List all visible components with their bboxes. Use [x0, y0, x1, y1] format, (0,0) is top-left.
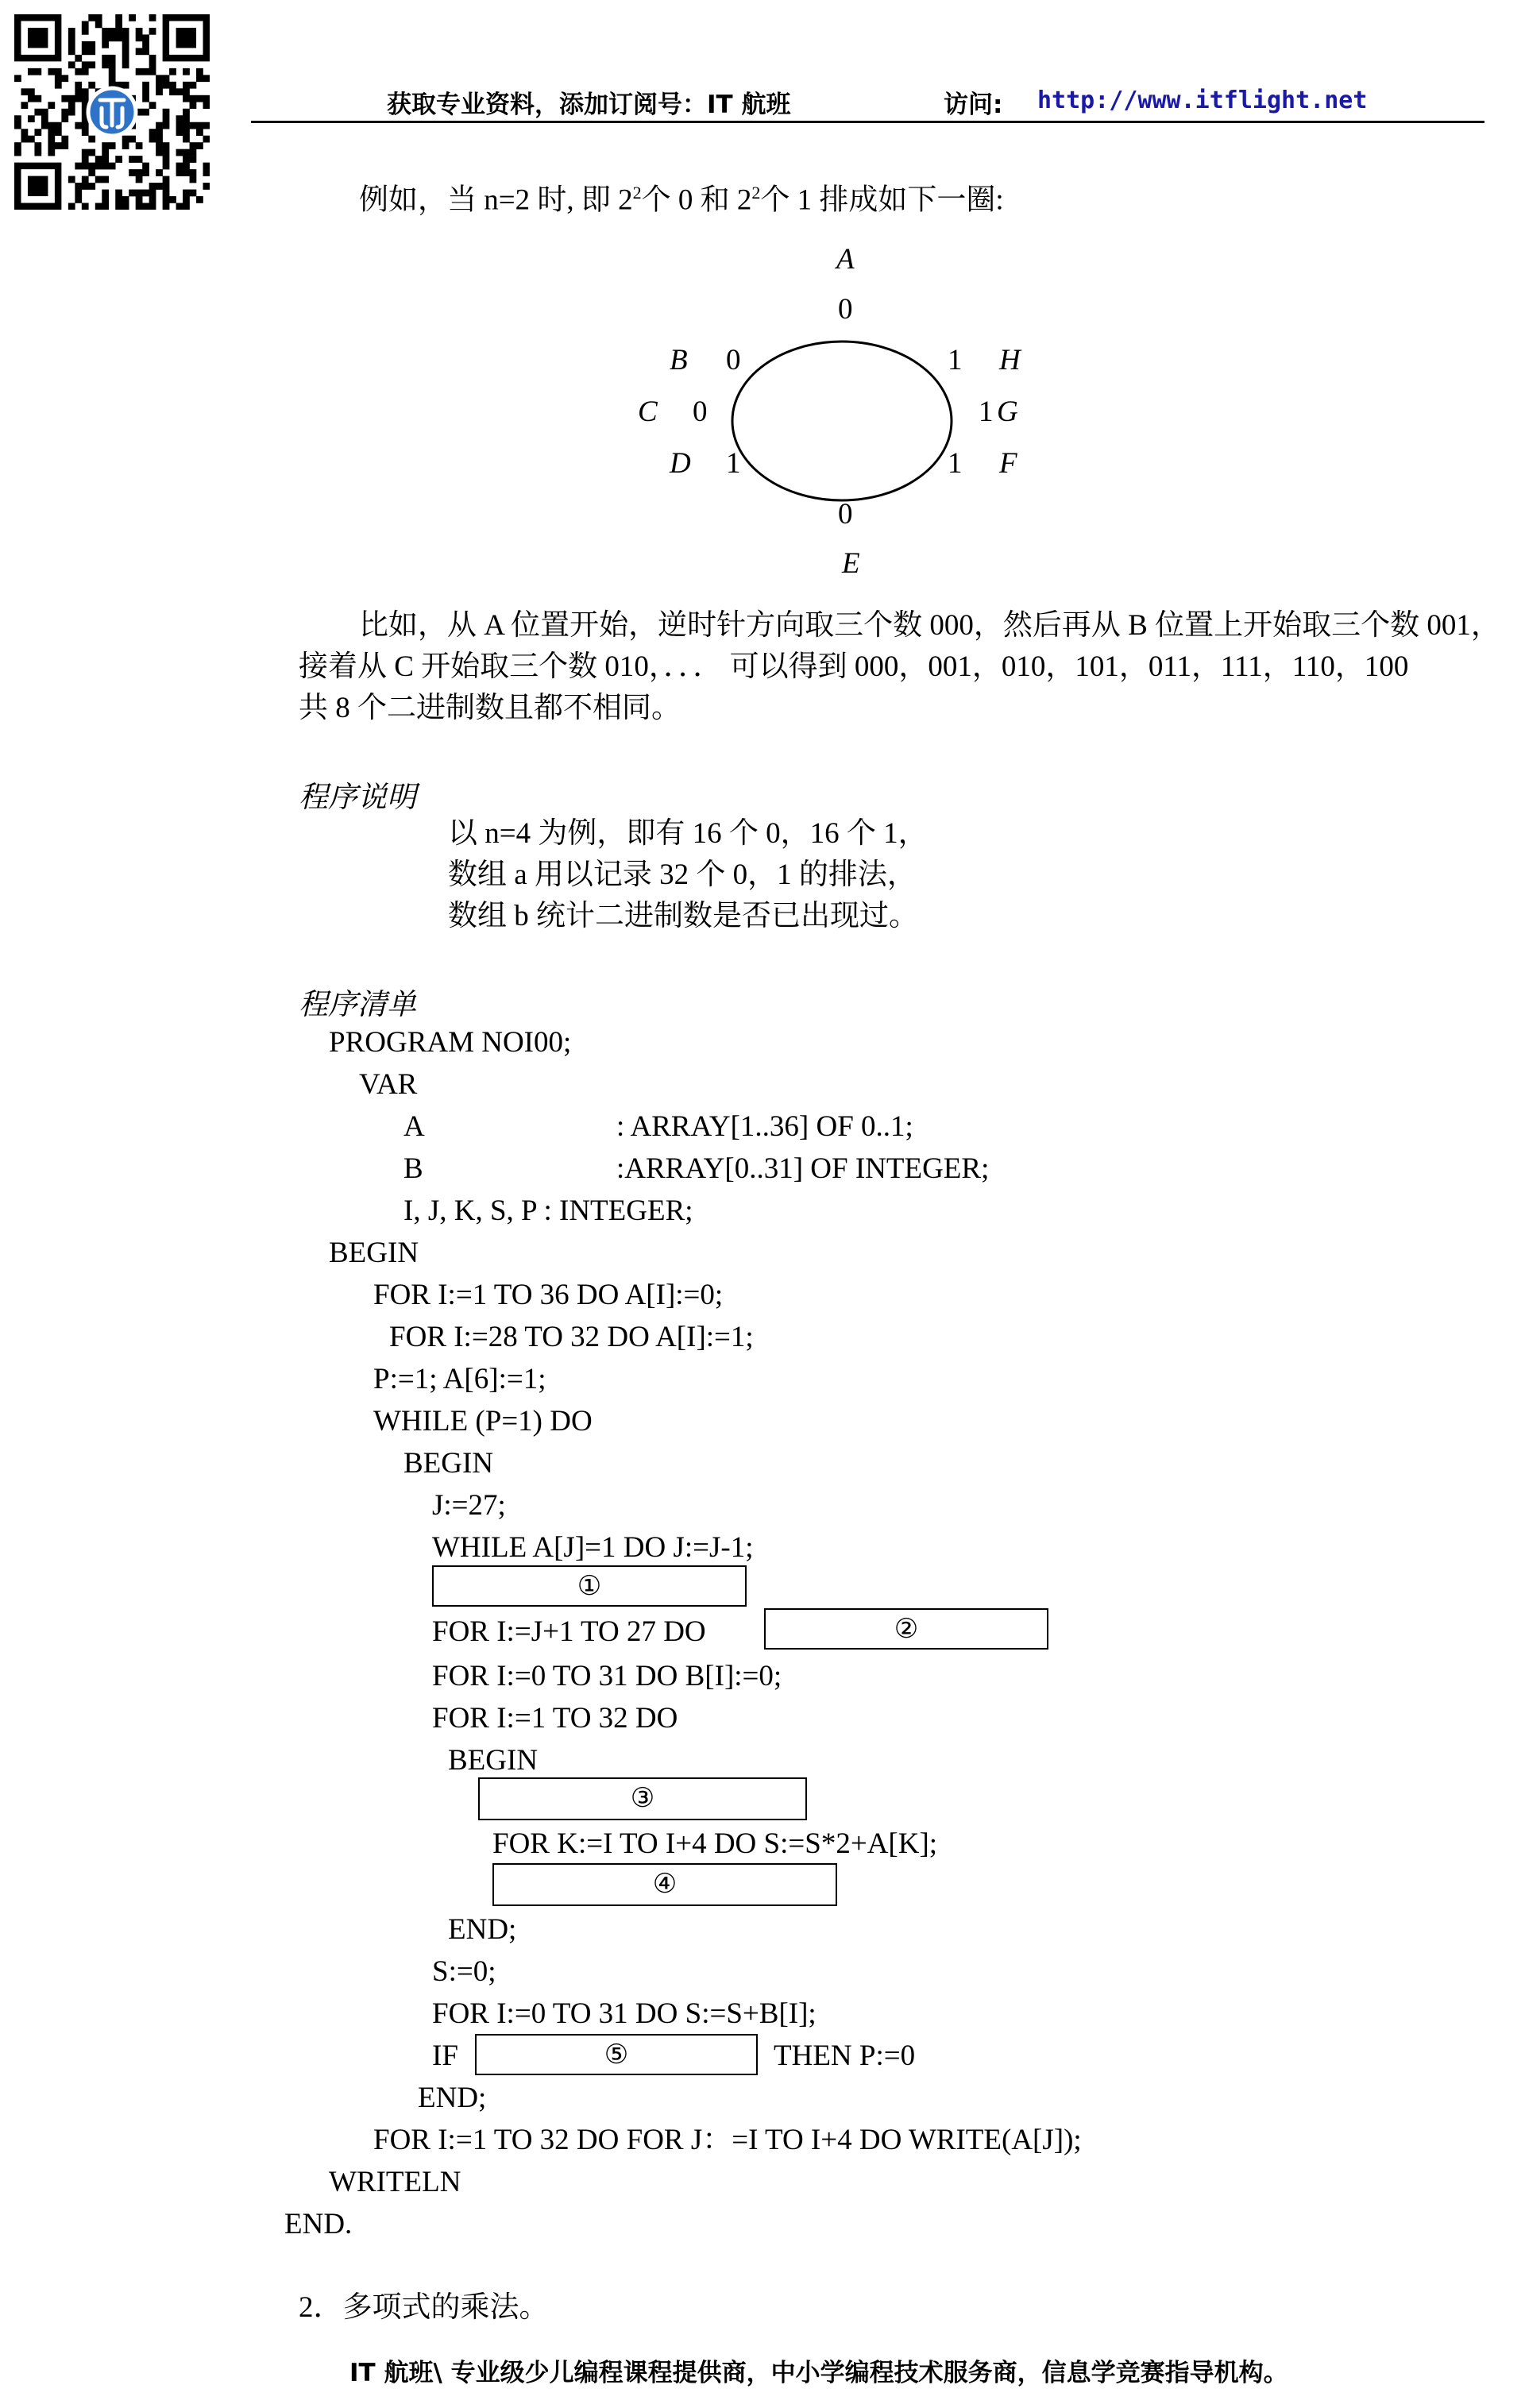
code-line: THEN P:=0 — [774, 2039, 916, 2072]
label-b: B — [670, 344, 688, 376]
explanation-line-2: 接着从 C 开始取三个数 010，．．． 可以得到 000，001，010，101，011，111，110，100 — [299, 650, 1409, 683]
code-line: FOR I:=1 TO 32 DO — [432, 1702, 678, 1735]
footer-text: 专业级少儿编程课程提供商，中小学编程技术服务商，信息学竞赛指导机构。 — [442, 2359, 1288, 2387]
label-e: E — [842, 547, 860, 580]
digit-f: 1 — [948, 447, 963, 480]
section-title-description: 程序说明 — [299, 781, 416, 814]
qr-code — [14, 14, 210, 210]
digit-d: 1 — [726, 447, 741, 480]
label-g: G — [997, 396, 1018, 428]
intro-mid: 个 0 和 2 — [641, 183, 752, 217]
digit-b: 0 — [726, 344, 741, 376]
code-line: P:=1; A[6]:=1; — [373, 1363, 546, 1395]
intro-sentence — [359, 172, 1004, 221]
digit-g: 1 — [979, 396, 994, 428]
explanation-line-3: 共 8 个二进制数且都不相同。 — [299, 692, 681, 724]
code-line: FOR I:=1 TO 36 DO A[I]:=0; — [373, 1279, 724, 1311]
description-line-1: 以 n=4 为例，即有 16 个 0，16 个 1， — [448, 817, 928, 850]
code-line: J:=27; — [432, 1489, 506, 1522]
code-line: S:=0; — [432, 1955, 496, 1988]
blank-box-3[interactable]: ③ — [478, 1777, 807, 1820]
code-line: FOR I:=0 TO 31 DO S:=S+B[I]; — [432, 1997, 817, 2030]
footer-brand: IT 航班\ — [349, 2359, 442, 2387]
code-line: IF — [432, 2039, 458, 2072]
header-visit-label: 访问: — [944, 91, 1003, 119]
intro-prefix: 例如，当 n=2 时, 即 2 — [359, 183, 633, 217]
description-line-2: 数组 a 用以记录 32 个 0，1 的排法， — [448, 859, 917, 891]
blank-box-4[interactable]: ④ — [492, 1863, 837, 1906]
code-line: FOR I:=1 TO 32 DO FOR J：=I TO I+4 DO WRITE(A[J]); — [373, 2124, 1082, 2156]
code-line: END; — [448, 1913, 517, 1946]
code-line: BEGIN — [329, 1237, 419, 1269]
code-line: FOR K:=I TO I+4 DO S:=S*2+A[K]; — [492, 1827, 938, 1860]
code-line: WHILE (P=1) DO — [373, 1405, 593, 1437]
code-line: VAR — [359, 1068, 418, 1101]
intro-suffix: 个 1 排成如下一圈: — [760, 183, 1004, 217]
description-line-3: 数组 b 统计二进制数是否已出现过。 — [448, 900, 918, 932]
code-line: END. — [284, 2208, 353, 2240]
code-line: B — [403, 1152, 423, 1185]
label-a: A — [836, 243, 855, 276]
code-line: A — [403, 1110, 425, 1143]
code-line: FOR I:=28 TO 32 DO A[I]:=1; — [389, 1321, 754, 1353]
code-line: BEGIN — [448, 1744, 539, 1777]
blank-box-2[interactable]: ② — [764, 1608, 1048, 1650]
label-c: C — [638, 396, 658, 428]
label-f: F — [999, 447, 1017, 480]
header-url-link[interactable]: http://www.itflight.net — [1037, 87, 1368, 114]
digit-a: 0 — [838, 293, 853, 326]
next-item-heading: 2．多项式的乘法。 — [299, 2291, 549, 2324]
digit-h: 1 — [948, 344, 963, 376]
code-line: FOR I:=J+1 TO 27 DO — [432, 1615, 706, 1648]
label-h: H — [999, 344, 1021, 376]
header-promo-text: 获取专业资料，添加订阅号：IT 航班 — [387, 91, 791, 119]
blank-box-1[interactable]: ① — [432, 1565, 747, 1607]
code-line: PROGRAM NOI00; — [329, 1026, 572, 1059]
intro-sup-1: 2 — [632, 183, 642, 203]
code-line: : ARRAY[1..36] OF 0..1; — [616, 1110, 913, 1143]
header-divider — [251, 121, 1484, 123]
qr-code-image — [14, 14, 210, 210]
code-line: WRITELN — [329, 2166, 461, 2198]
digit-c: 0 — [693, 396, 708, 428]
circle-ellipse — [715, 326, 969, 516]
code-line: FOR I:=0 TO 31 DO B[I]:=0; — [432, 1660, 782, 1692]
code-line: I, J, K, S, P : INTEGER; — [403, 1194, 693, 1227]
blank-box-5[interactable]: ⑤ — [475, 2034, 758, 2075]
code-line: :ARRAY[0..31] OF INTEGER; — [616, 1152, 990, 1185]
footer-slogan — [349, 2352, 1288, 2388]
explanation-line-1: 比如，从 A 位置开始，逆时针方向取三个数 000，然后再从 B 位置上开始取三个数 001， — [359, 609, 1500, 642]
digit-e: 0 — [838, 498, 853, 531]
label-d: D — [670, 447, 691, 480]
section-title-listing: 程序清单 — [299, 989, 416, 1021]
code-line: BEGIN — [403, 1447, 494, 1480]
code-line: END; — [418, 2082, 487, 2114]
code-line: WHILE A[J]=1 DO J:=J-1; — [432, 1531, 754, 1564]
intro-sup-2: 2 — [751, 183, 761, 203]
